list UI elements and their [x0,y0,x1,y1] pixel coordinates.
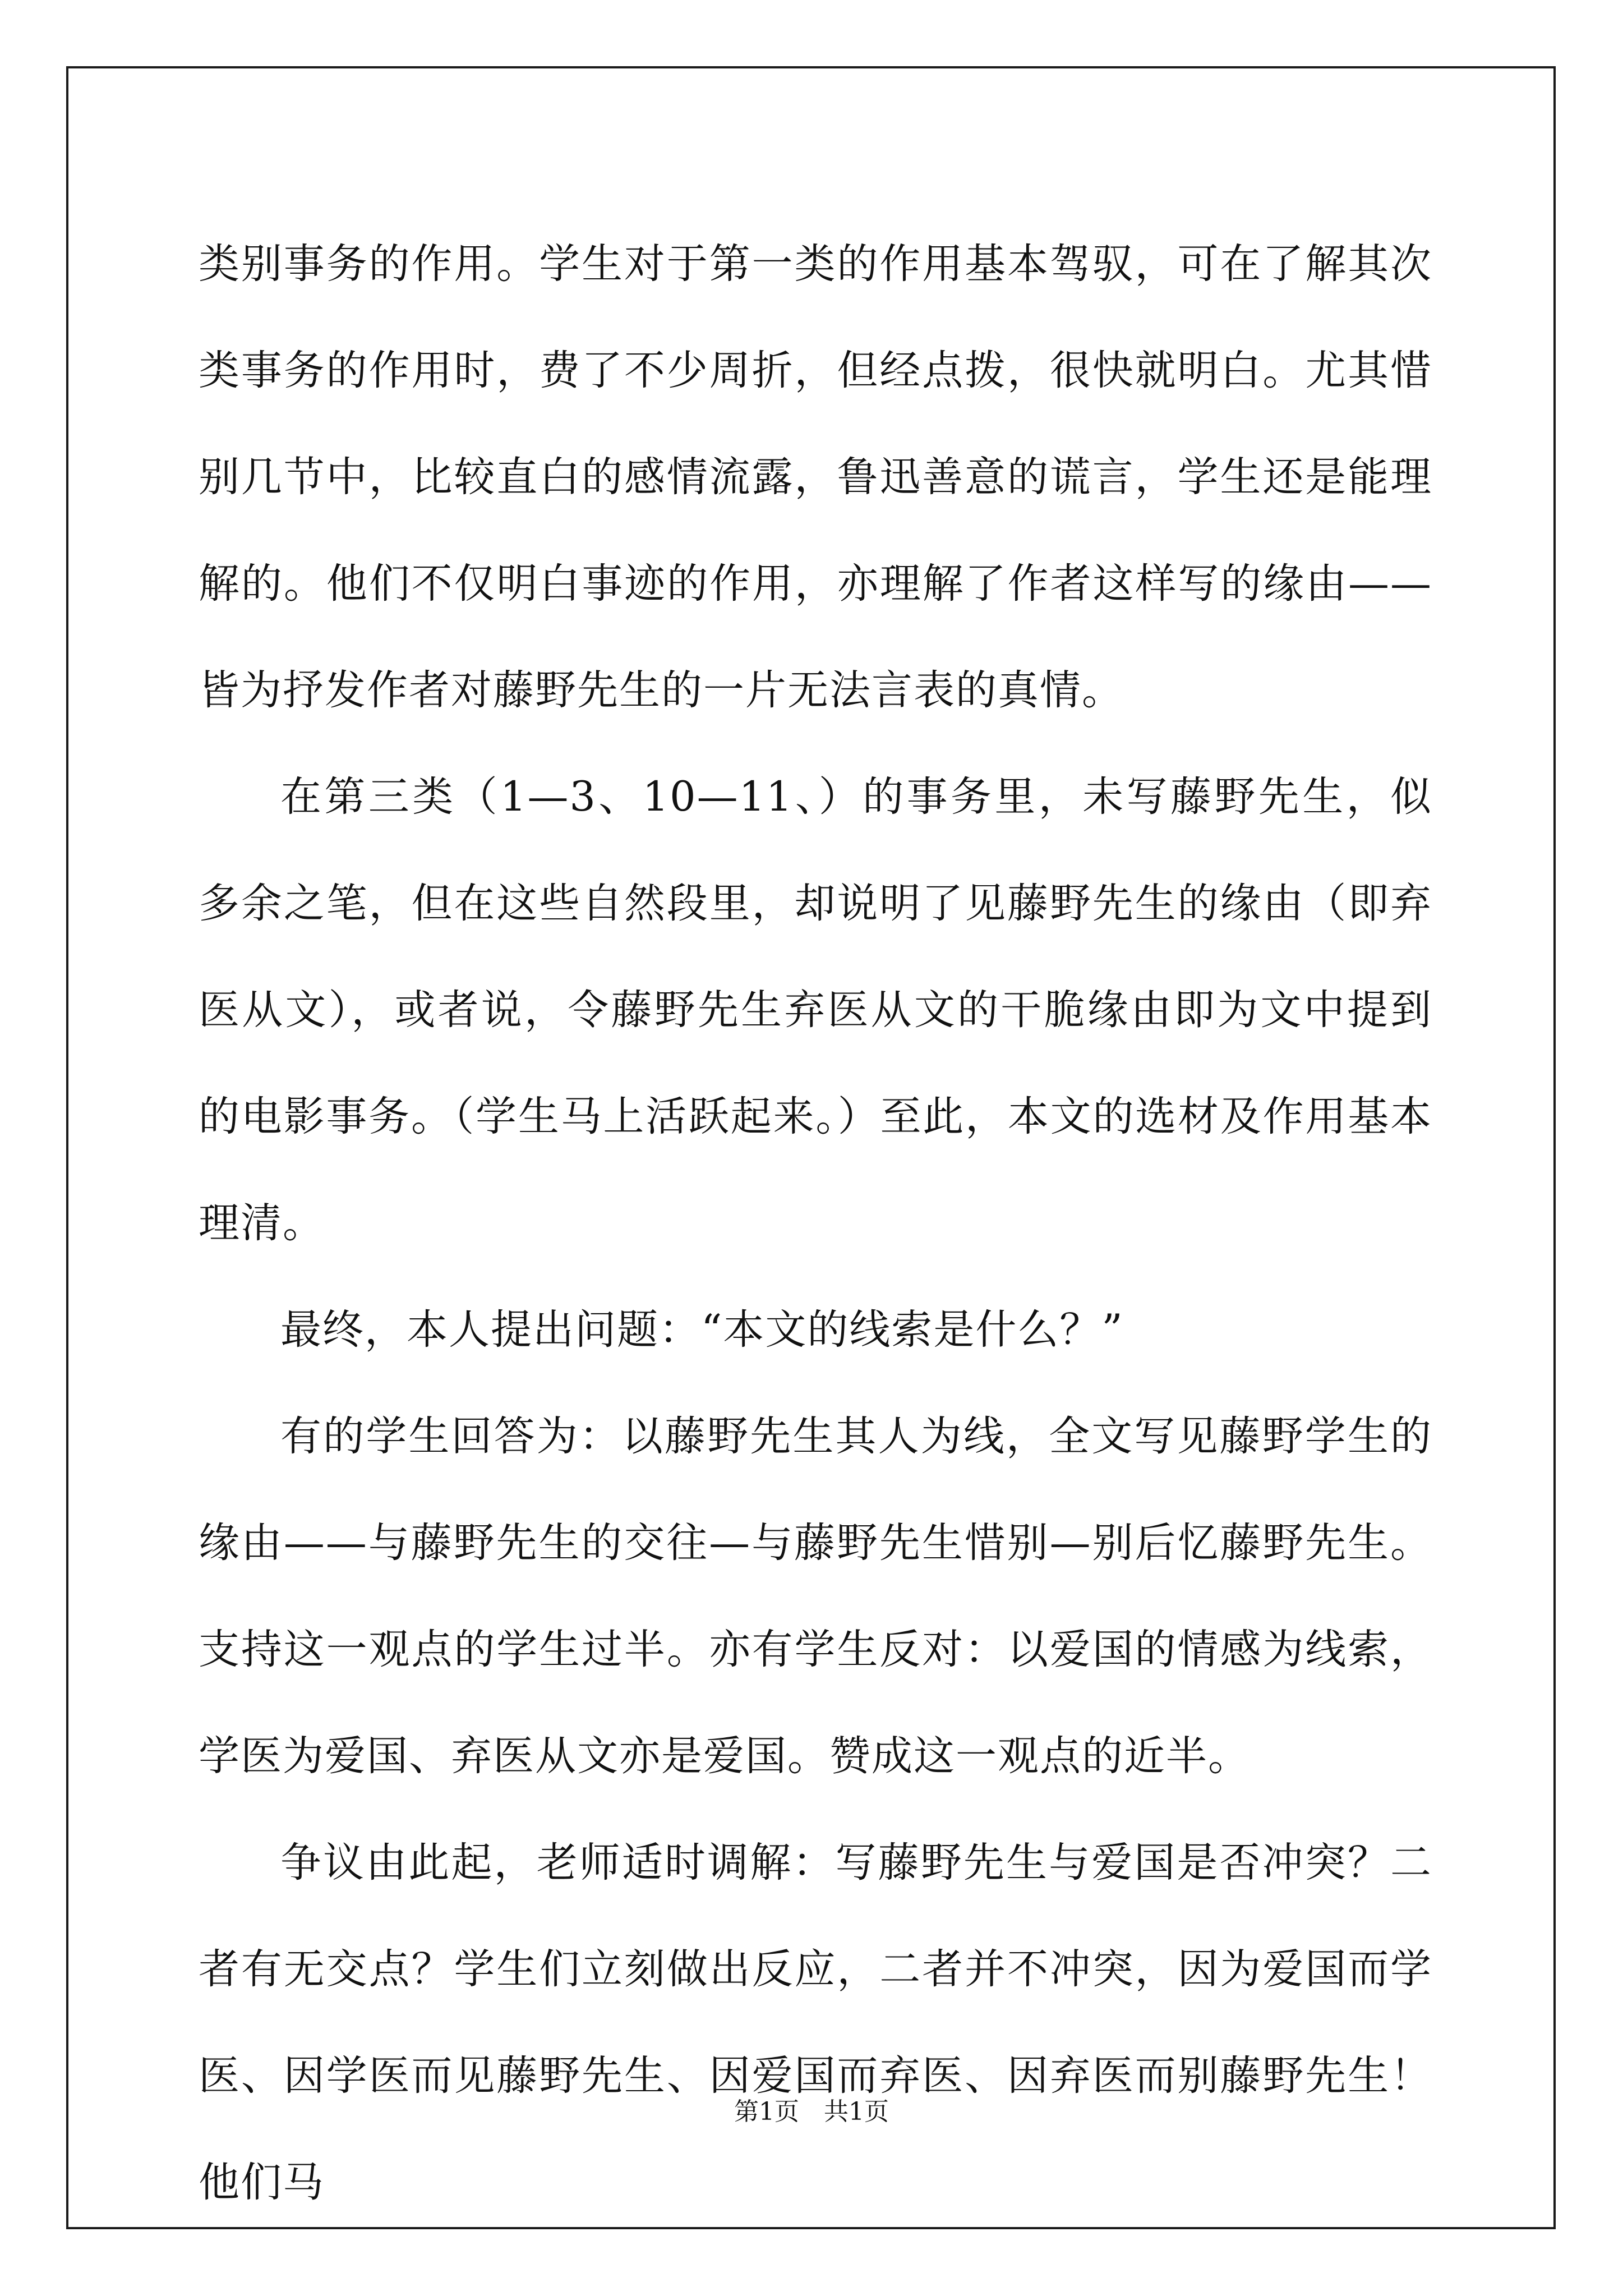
paragraph-4: 有的学生回答为：以藤野先生其人为线，全文写见藤野学生的缘由——与藤野先生的交往—与藤野先生惜别—别后忆藤野先生。支持这一观点的学生过半。亦有学生反对：以爱国的情感为线索，学医为爱国、弃医从文亦是爱国。赞成这一观点的近半。 [199,1412,1432,1780]
paragraph-2: 在第三类（1—3、10—11、）的事务里，未写藤野先生，似多余之笔，但在这些自然段里，却说明了见藤野先生的缘由（即弃医从文），或者说，令藤野先生弃医从文的干脆缘由即为文中提到的电影事务。（学生马上活跃起来。）至此，本文的选材及作用基本理清。 [199,773,1432,1247]
paragraph-3: 最终，本人提出问题：“本文的线索是什么？” [280,1306,1124,1354]
paragraph-1: 类别事务的作用。学生对于第一类的作用基本驾驭，可在了解其次类事务的作用时，费了不少周折，但经点拨，很快就明白。尤其惜别几节中，比较直白的感情流露，鲁迅善意的谎言，学生还是能理解的。他们不仅明白事迹的作用，亦理解了作者这样写的缘由——皆为抒发作者对藤野先生的一片无法言表的真情。 [199,240,1432,714]
paragraph-5: 争议由此起，老师适时调解：写藤野先生与爱国是否冲突？二者有无交点？学生们立刻做出反应，二者并不冲突，因为爱国而学医、因学医而见藤野先生、因爱国而弃医、因弃医而别藤野先生！他们马 [199,1839,1432,2206]
page-footer: 第1页 共1页 [734,2097,889,2126]
document-body [199,211,1432,2236]
